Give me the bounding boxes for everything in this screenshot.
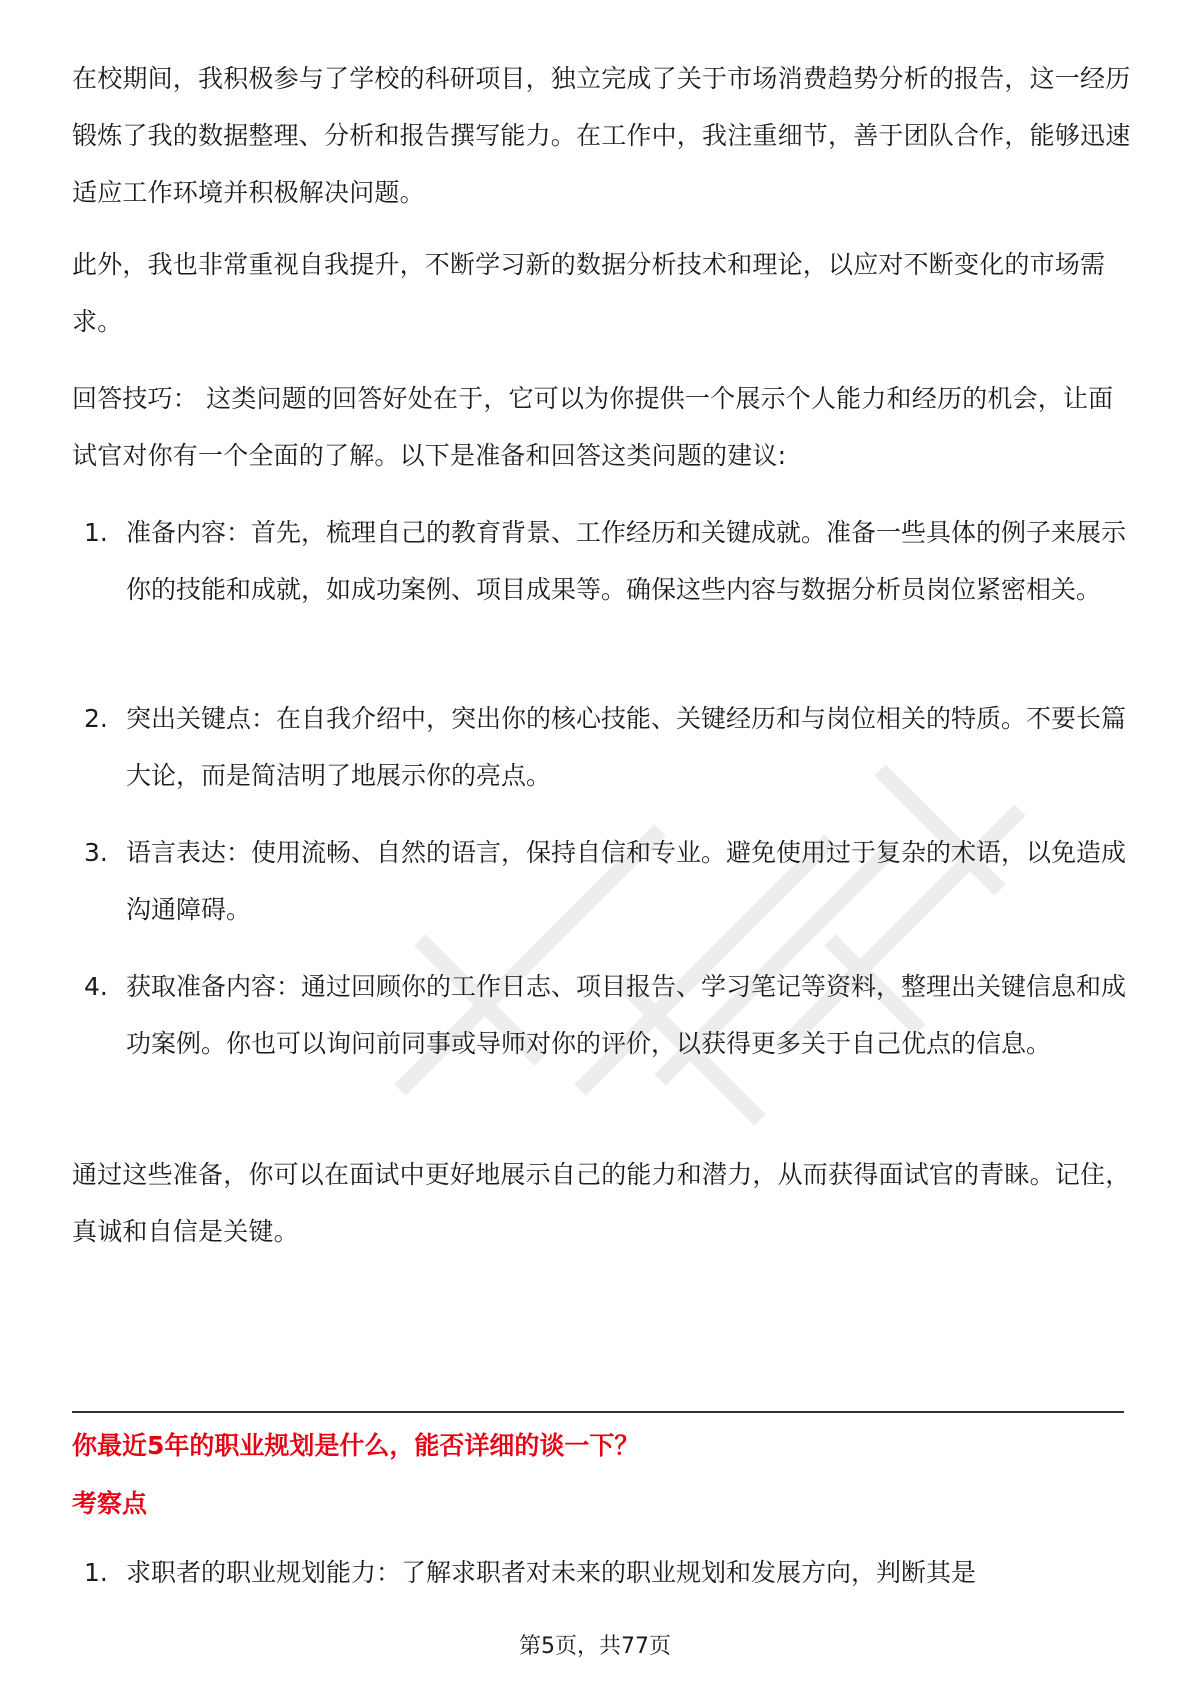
assessment-number: 1. xyxy=(84,1558,108,1587)
tip-text: 语言表达：使用流畅、自然的语言，保持自信和专业。避免使用过于复杂的术语，以免造成沟通障碍。 xyxy=(126,838,1127,924)
answer-tips-paragraph: 回答技巧： 这类问题的回答好处在于，它可以为你提供一个展示个人能力和经历的机会，让面试官对你有一个全面的了解。以下是准备和回答这类问题的建议: xyxy=(72,384,1114,470)
tip-text: 突出关键点：在自我介绍中，突出你的核心技能、关键经历和与岗位相关的特质。不要长篇大论，而是简洁明了地展示你的亮点。 xyxy=(126,704,1127,790)
section-divider xyxy=(72,1411,1124,1413)
conclusion-paragraph: 通过这些准备，你可以在面试中更好地展示自己的能力和潜力，从而获得面试官的青睐。记住，真诚和自信是关键。 xyxy=(72,1160,1131,1246)
page-footer: 第5页，共77页 xyxy=(519,1634,671,1659)
tip-text: 获取准备内容：通过回顾你的工作日志、项目报告、学习笔记等资料，整理出关键信息和成功案例。你也可以询问前同事或导师对你的评价，以获得更多关于自己优点的信息。 xyxy=(126,972,1127,1058)
assessment-text: 求职者的职业规划能力：了解求职者对未来的职业规划和发展方向，判断其是 xyxy=(126,1558,977,1587)
tip-text: 准备内容：首先，梳理自己的教育背景、工作经历和关键成就。准备一些具体的例子来展示你的技能和成就，如成功案例、项目成果等。确保这些内容与数据分析员岗位紧密相关。 xyxy=(126,518,1127,604)
question-heading: 你最近5年的职业规划是什么，能否详细的谈一下？ xyxy=(72,1431,640,1460)
intro-paragraph: 在校期间，我积极参与了学校的科研项目，独立完成了关于市场消费趋势分析的报告，这一经历锻炼了我的数据整理、分析和报告撰写能力。在工作中，我注重细节，善于团队合作，能够迅速适应工作环境并积极解决问题。 xyxy=(72,64,1131,207)
tip-number: 2. xyxy=(84,704,108,733)
self-improvement-paragraph: 此外，我也非常重视自我提升，不断学习新的数据分析技术和理论，以应对不断变化的市场需求。 xyxy=(72,250,1106,336)
tip-number: 1. xyxy=(84,518,108,547)
assessment-points-heading: 考察点 xyxy=(72,1489,148,1518)
tip-number: 3. xyxy=(84,838,108,867)
tip-number: 4. xyxy=(84,972,108,1001)
